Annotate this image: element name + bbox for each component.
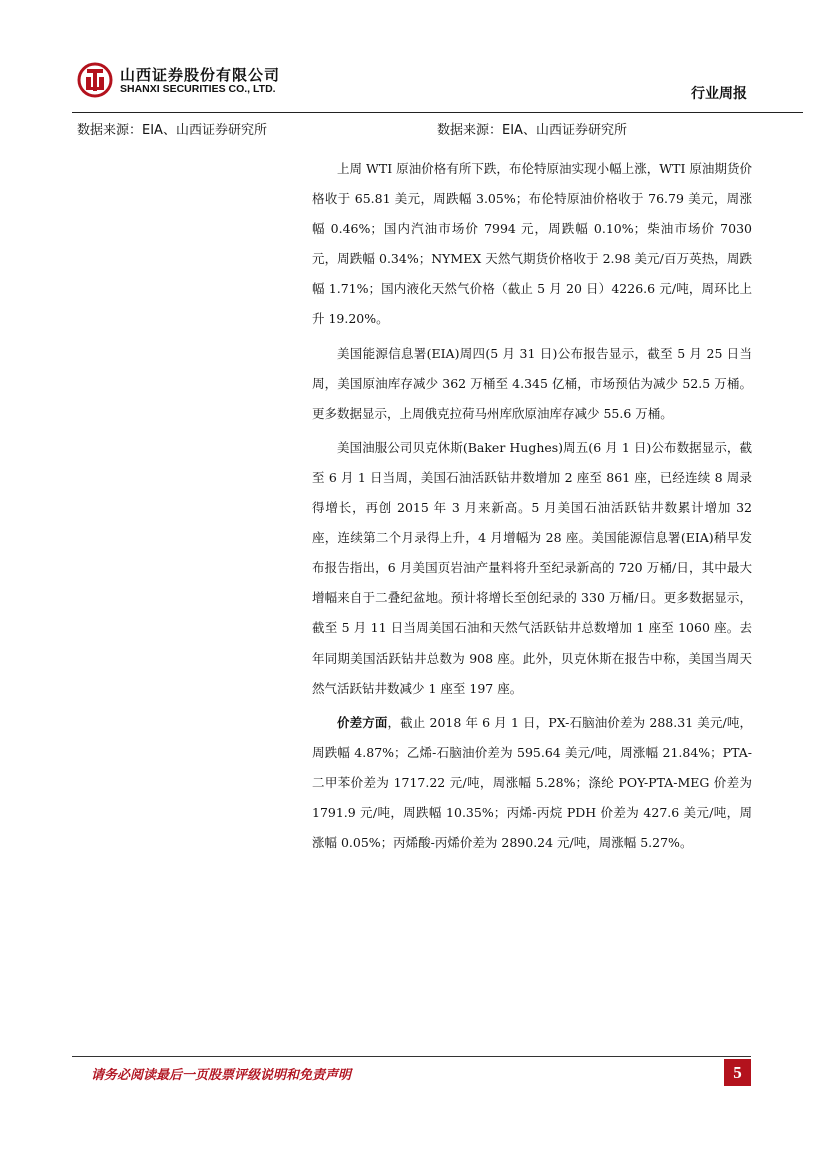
company-name-en: SHANXI SECURITIES CO., LTD. [120,83,276,95]
body-text-column [312,154,752,862]
paragraph-oil-prices: 上周 WTI 原油价格有所下跌，布伦特原油实现小幅上涨，WTI 原油期货价格收于 65.81 美元，周跌幅 3.05%；布伦特原油价格收于 76.79 美元，周涨幅 0.46%；国内汽油市场价 7994 元，周跌幅 0.10%；柴油市场价 7030 元，周跌幅 0.34%；NYMEX 天然气期货价格收于 2.98 美元/百万英热，周跌幅 1.71%；国内液化天然气价格（截止 5 月 20 日）4226.6 元/吨，周环比上升 19.20%。 [312,161,752,327]
footer-divider [72,1056,751,1057]
spreads-text: ，截止 2018 年 6 月 1 日，PX-石脑油价差为 288.31 美元/吨，周跌幅 4.87%；乙烯-石脑油价差为 595.64 美元/吨，周涨幅 21.84%；PTA-二甲苯价差为 1717.22 元/吨，周涨幅 5.28%；涤纶 POY-PTA-MEG 价差为 1791.9 元/吨，周跌幅 10.35%；丙烯-丙烷 PDH 价差为 427.6 美元/吨，周涨幅 0.05%；丙烯酸-丙烯价差为 2890.24 元/吨，周涨幅 5.27%。 [312,714,752,851]
shanxi-securities-logo-icon [77,62,113,98]
header-divider [72,112,803,113]
page-number-badge: 5 [724,1059,751,1086]
data-source-right: 数据来源：EIA、山西证券研究所 [437,123,627,138]
spreads-lead: 价差方面 [337,714,388,730]
paragraph-rig-count: 美国油服公司贝克休斯(Baker Hughes)周五(6 月 1 日)公布数据显示，截至 6 月 1 日当周，美国石油活跃钻井数增加 2 座至 861 座，已经连续 8 周录得增长，再创 2015 年 3 月来新高。5 月美国石油活跃钻井数累计增加 32 座，连续第二个月录得上升，4 月增幅为 28 座。美国能源信息署(EIA)稍早发布报告指出，6 月美国页岩油产量料将升至纪录新高的 720 万桶/日，其中最大增幅来自于二叠纪盆地。预计将增长至创纪录的 330 万桶/日。更多数据显示，截至 5 月 11 日当周美国石油和天然气活跃钻井总数增加 1 座至 1060 座。去年同期美国活跃钻井总数为 908 座。此外，贝克休斯在报告中称，美国当周天然气活跃钻井数减少 1 座至 197 座。 [312,439,752,696]
disclaimer-notice: 请务必阅读最后一页股票评级说明和免责声明 [91,1068,352,1083]
company-name-cn: 山西证券股份有限公司 [120,66,281,84]
paragraph-eia-inventory: 美国能源信息署(EIA)周四(5 月 31 日)公布报告显示，截至 5 月 25 日当周，美国原油库存减少 362 万桶至 4.345 亿桶，市场预估为减少 52.5 万桶。更多数据显示，上周俄克拉荷马州库欣原油库存减少 55.6 万桶。 [312,345,752,421]
data-source-left: 数据来源：EIA、山西证券研究所 [77,123,267,138]
paragraph-spreads [312,708,752,858]
report-type-label: 行业周报 [691,86,747,102]
